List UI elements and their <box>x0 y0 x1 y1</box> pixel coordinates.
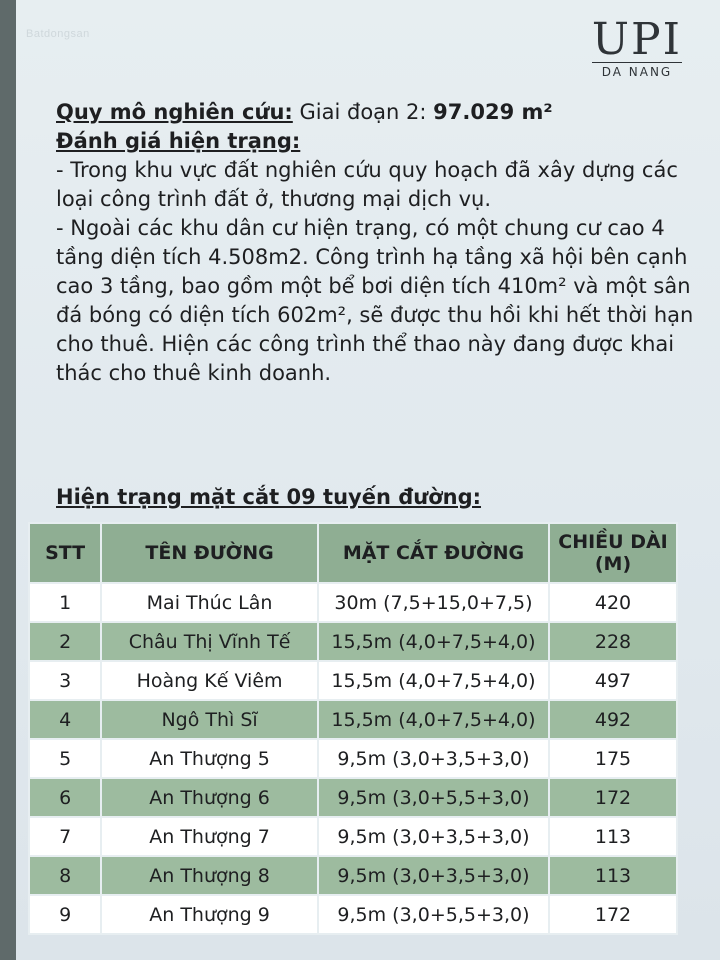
cell-length: 113 <box>549 817 677 856</box>
cell-length: 497 <box>549 661 677 700</box>
cell-length: 172 <box>549 778 677 817</box>
cell-name: Hoàng Kế Viêm <box>101 661 318 700</box>
cell-cut: 9,5m (3,0+3,5+3,0) <box>318 817 549 856</box>
cell-name: Mai Thúc Lân <box>101 583 318 622</box>
table-row <box>29 700 677 739</box>
cell-length: 175 <box>549 739 677 778</box>
cell-cut: 9,5m (3,0+3,5+3,0) <box>318 856 549 895</box>
watermark: Batdongsan <box>26 28 90 40</box>
scale-value: 97.029 m² <box>433 100 553 124</box>
cell-name: Ngô Thì Sĩ <box>101 700 318 739</box>
table-row <box>29 661 677 700</box>
cell-length: 172 <box>549 895 677 934</box>
cell-stt: 8 <box>29 856 101 895</box>
cell-name: An Thượng 9 <box>101 895 318 934</box>
cell-length: 113 <box>549 856 677 895</box>
brand-name: UPI <box>591 14 682 65</box>
info-board <box>16 0 720 960</box>
roads-table <box>28 522 678 935</box>
cell-stt: 2 <box>29 622 101 661</box>
assessment-paragraph-2: - Ngoài các khu dân cư hiện trạng, có một chung cư cao 4 tầng diện tích 4.508m2. Công trình hạ tầng xã hội bên cạnh cao 3 tầng, bao gồm một bể bơi diện tích 410m² và một sân đá bóng có diện tích 602m², sẽ được thu hồi khi hết thời hạn cho thuê. Hiện các công trình thể thao này đang được khai thác cho thuê kinh doanh. <box>56 216 694 385</box>
description-block <box>56 98 706 388</box>
cell-stt: 7 <box>29 817 101 856</box>
cell-cut: 15,5m (4,0+7,5+4,0) <box>318 700 549 739</box>
table-row <box>29 739 677 778</box>
cell-cut: 9,5m (3,0+3,5+3,0) <box>318 739 549 778</box>
scale-text: Giai đoạn 2: <box>299 100 427 124</box>
cell-cut: 15,5m (4,0+7,5+4,0) <box>318 622 549 661</box>
header-stt: STT <box>29 523 101 583</box>
table-row <box>29 778 677 817</box>
cell-stt: 6 <box>29 778 101 817</box>
header-length: CHIỀU DÀI (M) <box>549 523 677 583</box>
cell-cut: 9,5m (3,0+5,5+3,0) <box>318 778 549 817</box>
cell-length: 420 <box>549 583 677 622</box>
assessment-heading: Đánh giá hiện trạng: <box>56 129 301 153</box>
table-header-row <box>29 523 677 583</box>
scale-line <box>56 98 706 127</box>
cell-name: An Thượng 8 <box>101 856 318 895</box>
assessment-paragraph-1: - Trong khu vực đất nghiên cứu quy hoạch đã xây dựng các loại công trình đất ở, thương mại dịch vụ. <box>56 158 678 211</box>
cell-cut: 15,5m (4,0+7,5+4,0) <box>318 661 549 700</box>
table-row <box>29 856 677 895</box>
cell-stt: 9 <box>29 895 101 934</box>
table-row <box>29 622 677 661</box>
cell-name: An Thượng 7 <box>101 817 318 856</box>
table-row <box>29 583 677 622</box>
cell-stt: 1 <box>29 583 101 622</box>
header-cut: MẶT CẮT ĐƯỜNG <box>318 523 549 583</box>
cell-stt: 4 <box>29 700 101 739</box>
cell-length: 492 <box>549 700 677 739</box>
cell-stt: 3 <box>29 661 101 700</box>
brand-city: DA NANG <box>592 62 682 79</box>
cell-cut: 9,5m (3,0+5,5+3,0) <box>318 895 549 934</box>
header-name: TÊN ĐƯỜNG <box>101 523 318 583</box>
cell-name: Châu Thị Vĩnh Tế <box>101 622 318 661</box>
cell-cut: 30m (7,5+15,0+7,5) <box>318 583 549 622</box>
cell-name: An Thượng 5 <box>101 739 318 778</box>
table-row <box>29 817 677 856</box>
table-title: Hiện trạng mặt cắt 09 tuyến đường: <box>56 485 482 509</box>
cell-stt: 5 <box>29 739 101 778</box>
cell-length: 228 <box>549 622 677 661</box>
brand-logo <box>591 14 682 79</box>
scale-heading: Quy mô nghiên cứu: <box>56 100 293 124</box>
table-row <box>29 895 677 934</box>
cell-name: An Thượng 6 <box>101 778 318 817</box>
